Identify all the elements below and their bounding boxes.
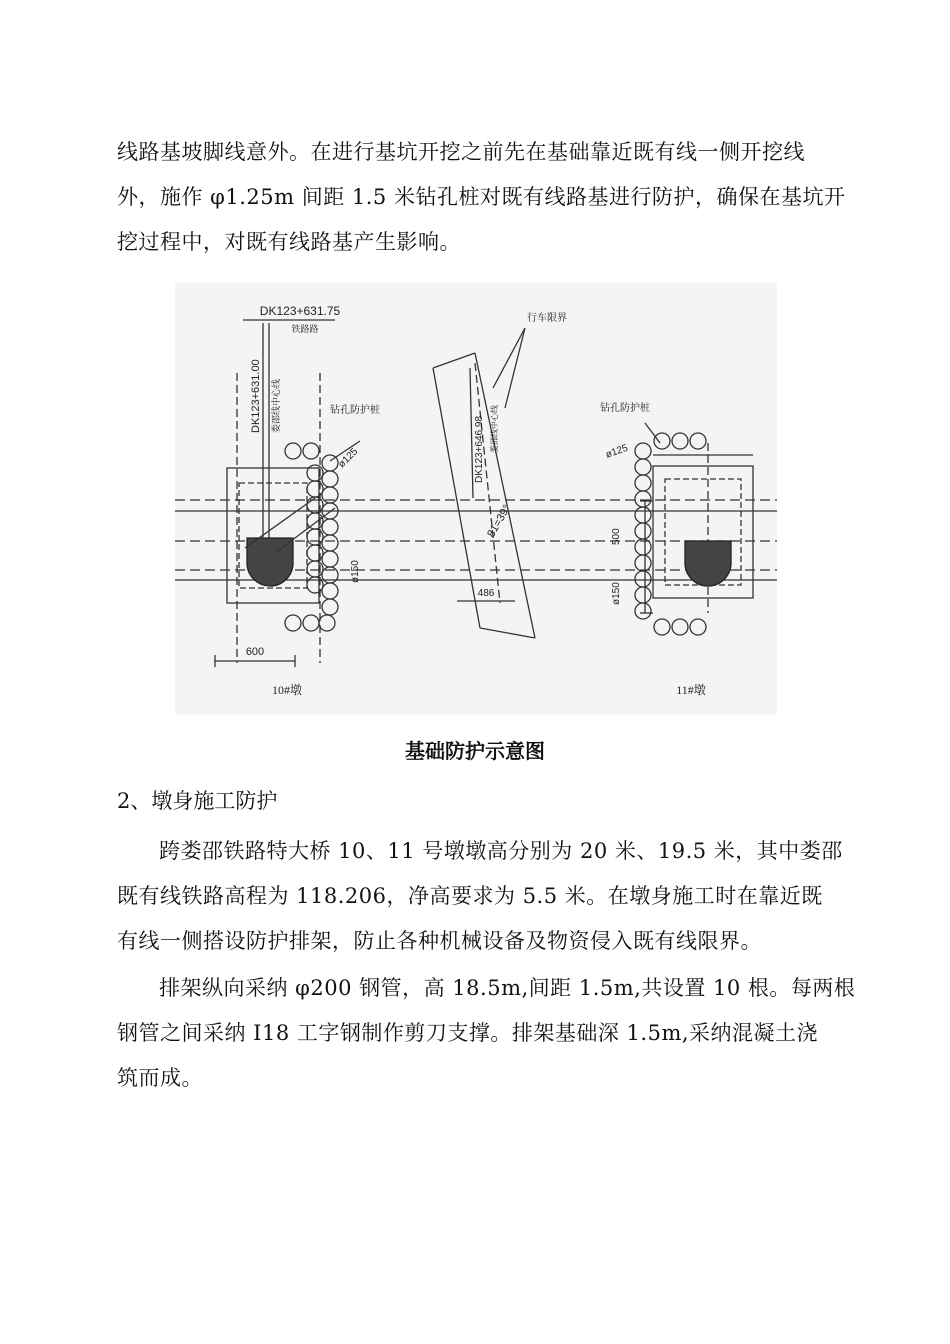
label-dim-600: 600 — [245, 646, 265, 658]
section-paragraph-2 — [117, 966, 856, 1101]
intro-line: 线路基坡脚线意外。在进行基坑开挖之前先在基础靠近既有线一侧开挖线 — [117, 140, 805, 164]
section-paragraph-1 — [117, 829, 843, 964]
foundation-protection-figure — [175, 283, 777, 715]
figure-caption: 基础防护示意图 — [405, 739, 545, 763]
label-dia-right: ø125 — [604, 442, 630, 461]
label-dim-left-vert: ø150 — [350, 560, 361, 583]
label-boundary: 行车限界 — [527, 313, 567, 324]
label-dk-mid: DK123+646.98 — [474, 415, 485, 483]
label-pile-left: 钻孔防护桩 — [330, 405, 380, 416]
paragraph-line: 既有线铁路高程为 118.206，净高要求为 5.5 米。在墩身施工时在靠近既 — [117, 884, 823, 908]
label-dim-right-vert: ø150 — [611, 582, 622, 605]
section-heading: 2、墩身施工防护 — [117, 789, 278, 813]
label-pile-right: 钻孔防护桩 — [600, 403, 650, 414]
label-angle: 81=39° — [485, 502, 514, 540]
label-pier-11: 11#墩 — [676, 683, 706, 697]
label-dim-486: 486 — [477, 588, 495, 599]
intro-line: 外，施作 φ1.25m 间距 1.5 米钻孔桩对既有线路基进行防护，确保在基坑开 — [117, 185, 846, 209]
paragraph-line: 有线一侧搭设防护排架，防止各种机械设备及物资侵入既有线限界。 — [117, 929, 762, 953]
label-pier-10: 10#墩 — [271, 683, 303, 697]
paragraph-line: 筑而成。 — [117, 1066, 203, 1090]
label-dk-top-sub: 铁路路 — [291, 324, 319, 334]
paragraph-line: 跨娄邵铁路特大桥 10、11 号墩墩高分别为 20 米、19.5 米，其中娄邵 — [159, 839, 843, 863]
foundation-diagram — [175, 283, 777, 715]
label-dk-mid-sub: 娄邵线中心线 — [490, 405, 499, 453]
paragraph-line: 排架纵向采纳 φ200 钢管，高 18.5m,间距 1.5m,共设置 10 根。每两根 — [159, 976, 856, 1000]
label-dia-left: ø125 — [336, 446, 361, 471]
label-dim-500: 500 — [611, 528, 622, 545]
label-dk-left-sub: 娄邵线中心线 — [271, 378, 281, 433]
label-dk-left: DK123+631.00 — [250, 359, 262, 433]
paragraph-line: 钢管之间采纳 I18 工字钢制作剪刀支撑。排架基础深 1.5m,采纳混凝土浇 — [117, 1021, 819, 1045]
intro-line: 挖过程中，对既有线路基产生影响。 — [117, 230, 461, 254]
intro-paragraph — [117, 130, 846, 265]
label-dk-top: DK123+631.75 — [259, 304, 341, 318]
